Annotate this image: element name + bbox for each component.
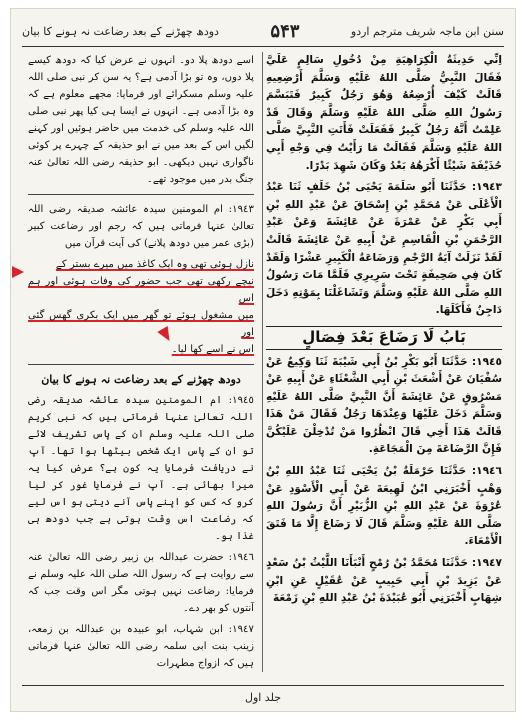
chapter-heading: بَابُ لَا رَضَاعَ بَعْدَ فِصَالٍ [266, 326, 502, 350]
urdu-paragraph: ١٩٤٦: حضرت عبداللہ بن زبیر رضی اللہ تعالیٰ عنہ سے روایت ہے کہ رسول اللہ صلی اللہ علیہ وسلم نے فرمایا: رضاعت نہیں ہوتی مگر اس وقت جب کہ آنتوں کو بھر دے۔ [28, 552, 254, 614]
underlined-line: میں مشغول ہوئے تو گھر میں ایک بکری گھس گئی اور [28, 310, 254, 338]
header-rule [22, 46, 504, 47]
arabic-paragraph: ١٩٤٦: حَدَّثَنَا حَرْمَلَةُ بْنُ يَحْيَى ثَنَا عَبْدُ اللهِ بْنُ وَهْبٍ أَخْبَرَنِي ابْنُ لَهِيعَةَ عَنْ أَبِي الْأَسْوَدِ عَنْ عُرْوَةَ عَنْ عَبْدِ اللهِ بْنِ الزُّبَيْرِ أَنَّ رَسُولَ اللهِ صَلَّى اللهُ عَلَيْهِ وَسَلَّمَ قَالَ لَا رَضَاعَ إِلَّا مَا فَتَقَ الْأَمْعَاءَ. [266, 465, 502, 548]
arabic-paragraph: ١٩٤٥: حَدَّثَنَا أَبُو بَكْرِ بْنُ أَبِي شَيْبَةَ ثَنَا وَكِيعٌ عَنْ سُفْيَانَ عَنْ أَشْعَثَ بْنِ أَبِي الشَّعْثَاءِ عَنْ أَبِيهِ عَنْ مَسْرُوقٍ عَنْ عَائِشَةَ أَنَّ النَّبِيَّ صَلَّى اللهُ عَلَيْهِ وَسَلَّمَ دَخَلَ عَلَيْهَا وَعِنْدَهَا رَجُلٌ فَقَالَ مَنْ هَذَا قَالَتْ هَذَا أَخِي قَالَ انْظُرُوا مَنْ تُدْخِلْنَ عَلَيْكُنَّ فَإِنَّ الرَّضَاعَةَ مِنَ الْمَجَاعَةِ. [266, 355, 502, 456]
header-book-title: سنن ابن ماجہ شریف مترجم اردو [350, 24, 504, 38]
underlined-line: اس نے اسے کھا لیا۔ [171, 344, 254, 355]
arabic-paragraph: اِنِّي حَدِيثَةُ الْكِرَاهِيَةِ مِنْ دُخُولِ سَالِمٍ عَلَيَّ فَقَالَ النَّبِيُّ صَلَّى اللهُ عَلَيْهِ وَسَلَّمَ أَرْضِعِيهِ قَالَتْ كَيْفَ أُرْضِعُهُ وَهُوَ رَجُلٌ كَبِيرٌ فَتَبَسَّمَ رَسُولُ اللهِ صَلَّى اللهُ عَلَيْهِ وَسَلَّمَ وَقَالَ قَدْ عَلِمْتُ أَنَّهُ رَجُلٌ كَبِيرٌ فَفَعَلَتْ فَأَتَتِ النَّبِيَّ صَلَّى اللهُ عَلَيْهِ وَسَلَّمَ فَقَالَتْ مَا رَأَيْتُ فِي وَجْهِ أَبِي حُذَيْفَةَ شَيْئًا أَكْرَهُهُ بَعْدُ وَكَانَ شَهِدَ بَدْرًا. [266, 54, 502, 172]
footer-rule [22, 685, 504, 686]
underlined-line: نازل ہوئی تھی وہ ایک کاغذ میں میرے بستر کے [55, 259, 254, 270]
urdu-paragraph: ١٩٤٧: ابن شہاب، ابو عبیدہ بن عبداللہ بن زمعہ، زینب بنت ابی سلمہ رضی اللہ تعالیٰ عنہا فرماتی ہیں کہ ازواج مطہرات [28, 624, 254, 669]
page-number: ۵۴۳ [270, 20, 300, 42]
arabic-paragraph: ١٩٤٣: حَدَّثَنَا أَبُو سَلَمَةَ يَحْيَى بْنُ خَلَفٍ ثَنَا عَبْدُ الْأَعْلَى عَنْ مُحَمَّدِ بْنِ إِسْحَاقَ عَنْ عَبْدِ اللهِ بْنِ أَبِي بَكْرٍ عَنْ عَمْرَةَ عَنْ عَائِشَةَ وَعَنْ عَبْدِ الرَّحْمَنِ بْنِ الْقَاسِمِ عَنْ أَبِيهِ عَنْ عَائِشَةَ قَالَتْ لَقَدْ نَزَلَتْ آيَةُ الرَّجْمِ وَرَضَاعَةُ الْكَبِيرِ عَشْرًا وَلَقَدْ كَانَ فِي صَحِيفَةٍ تَحْتَ سَرِيرِي فَلَمَّا مَاتَ رَسُولُ اللهِ صَلَّى اللهُ عَلَيْهِ وَسَلَّمَ وَتَشَاغَلْنَا بِمَوْتِهِ دَخَلَ دَاجِنٌ فَأَكَلَهَا. [266, 181, 502, 317]
urdu-paragraph: اسے دودھ پلا دو۔ انہوں نے عرض کیا کہ دودھ کیسے پلا دوں، وہ تو بڑا آدمی ہے؟ یہ سن کر نبی صلی اللہ علیہ وسلم مسکرائے اور فرمایا: مجھے معلوم ہے کہ وہ بڑا آدمی ہے۔ انہوں نے ایسا ہی کیا پھر نبی صلی اللہ علیہ وسلم کی خدمت میں حاضر ہوئیں اور کہنے لگیں اس کے بعد میں نے ابو حذیفہ کے چہرے پر کوئی ناگواری نہیں دیکھی۔ ابو حذیفہ رضی اللہ تعالیٰ عنہ جنگ بدر میں موجود تھے۔ [28, 55, 254, 185]
red-arrow-annotation-icon [12, 266, 24, 278]
page-header [22, 18, 504, 44]
arabic-paragraph: ١٩٤٧: حَدَّثَنَا مُحَمَّدُ بْنُ رُمْحٍ أَنْبَأَنَا اللَّيْثُ بْنُ سَعْدٍ عَنْ يَزِيدَ بْنِ أَبِي حَبِيبٍ عَنْ عُقَيْلٍ عَنِ ابْنِ شِهَابٍ أَخْبَرَنِي أَبُو عُبَيْدَةَ بْنُ عَبْدِ اللهِ بْنِ زَمْعَةَ [266, 557, 502, 605]
underlined-line: نیچے رکھی تھی جب حضور کی وفات ہوئی اور ہم اس [28, 276, 254, 304]
underlined-passage [28, 256, 254, 358]
urdu-paragraph: ١٩٤٥: ام المومنین سیدہ عائشہ صدیقہ رضی اللہ تعالیٰ عنہا فرماتی ہیں کہ نبی کریم صلی اللہ علیہ وسلم ان کے پاس تشریف لائے تو ان کے پاس ایک شخص بیٹھا ہوا تھا۔ آپ نے دریافت فرمایا یہ کون ہے؟ عرض کیا یہ میرا بھائی ہے۔ آپ نے فرمایا غور کر لیا کرو کہ کس کو اپنے پاس آنے دیتی ہو اس لیے کہ رضاعت اس وقت ہوتی ہے جب دودھ ہی غذا ہو۔ [28, 395, 254, 542]
column-divider [262, 52, 263, 672]
scanned-page [10, 8, 516, 712]
page-footer [10, 691, 516, 704]
arabic-text-column [266, 52, 502, 684]
urdu-translation-column [28, 52, 254, 684]
section-title: دودھ چھڑنے کے بعد رضاعت نہ ہونے کا بیان [41, 373, 241, 386]
urdu-narration-intro: ١٩٤٣: ام المومنین سیدہ عائشہ صدیقہ رضی اللہ تعالیٰ عنہا فرماتی ہیں کہ رجم اور رضاعت کبیر (بڑی عمر میں دودھ پلانے) کی آیت قرآن میں [28, 204, 254, 249]
volume-label: جلد اول [244, 691, 282, 704]
section-rule [28, 194, 254, 195]
header-chapter-title: دودھ چھڑنے کے بعد رضاعت نہ ہونے کا بیان [22, 24, 219, 38]
section-rule [28, 364, 254, 365]
